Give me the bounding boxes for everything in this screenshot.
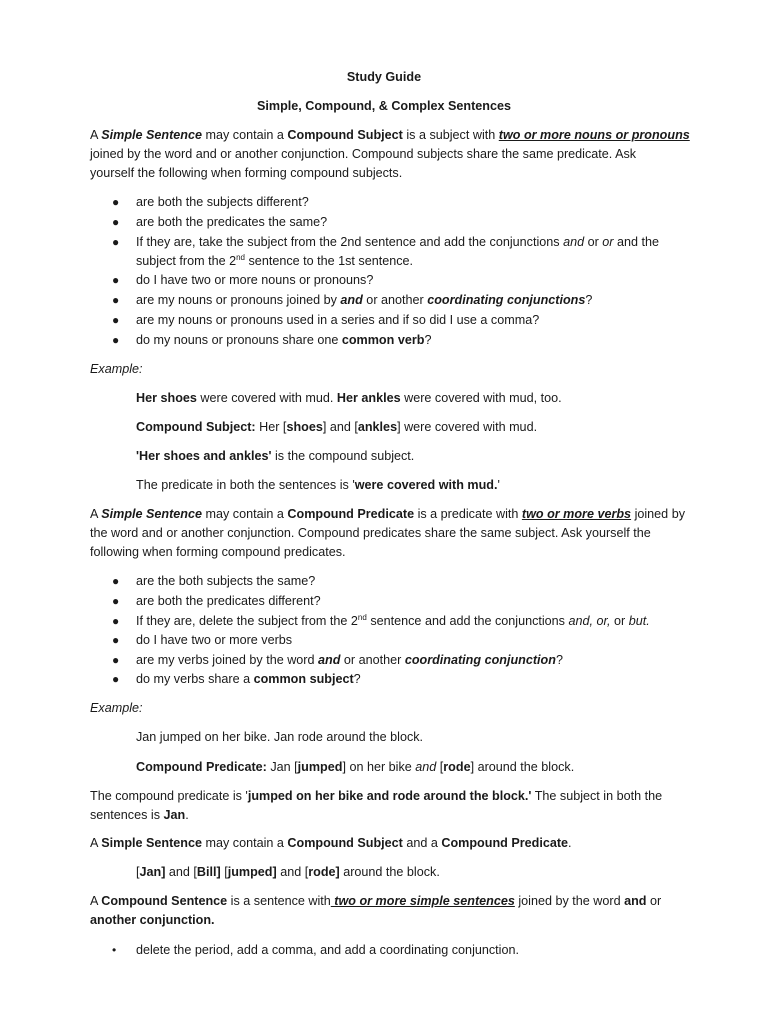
list-item: are my verbs joined by the word and or another coordinating conjunction? (136, 653, 563, 667)
example-sentence: The predicate in both the sentences is 'were covered with mud.' (136, 478, 500, 492)
paragraph-line: A Simple Sentence may contain a Compound Subject is a subject with two or more nouns or pronouns (90, 128, 690, 142)
list-item: are both the subjects different? (136, 195, 309, 209)
example-label: Example: (90, 362, 143, 376)
bullet-icon: ● (112, 313, 120, 327)
paragraph-line: another conjunction. (90, 913, 215, 927)
bullet-icon: ● (112, 293, 120, 307)
list-item: do my nouns or pronouns share one common verb? (136, 333, 432, 347)
bullet-icon: ● (112, 195, 120, 209)
list-item: are the both subjects the same? (136, 574, 316, 588)
list-item: do I have two or more verbs (136, 633, 293, 647)
example-sentence: 'Her shoes and ankles' is the compound subject. (136, 449, 415, 463)
bullet-icon: ● (112, 633, 120, 647)
bullet-icon: ● (112, 215, 120, 229)
list-item: delete the period, add a comma, and add a coordinating conjunction. (136, 943, 519, 957)
bullet-icon: ● (112, 653, 120, 667)
list-item: are my nouns or pronouns joined by and or another coordinating conjunctions? (136, 293, 593, 307)
paragraph-line: The compound predicate is 'jumped on her bike and rode around the block.' The subject in both the (90, 789, 663, 803)
paragraph-line: joined by the word and or another conjunction. Compound subjects share the same predicate. Ask (90, 147, 637, 161)
list-item: do I have two or more nouns or pronouns? (136, 273, 374, 287)
list-item: are both the predicates the same? (136, 215, 328, 229)
paragraph-line: A Simple Sentence may contain a Compound Predicate is a predicate with two or more verbs joined by (90, 507, 685, 521)
example-sentence: Compound Predicate: Jan [jumped] on her bike and [rode] around the block. (136, 760, 575, 774)
doc-subtitle: Simple, Compound, & Complex Sentences (256, 99, 511, 113)
bullet-icon: • (112, 943, 117, 957)
paragraph-line: the word and or another conjunction. Compound predicates share the same subject. Ask yourself the (90, 526, 651, 540)
bullet-icon: ● (112, 594, 120, 608)
list-item: are both the predicates different? (136, 594, 321, 608)
bullet-icon: ● (112, 235, 120, 249)
example-label: Example: (90, 701, 143, 715)
paragraph-line: yourself the following when forming compound subjects. (90, 166, 403, 180)
list-item: If they are, take the subject from the 2nd sentence and add the conjunctions and or or and the (136, 235, 660, 249)
example-sentence: Jan jumped on her bike. Jan rode around the block. (136, 730, 424, 744)
example-sentence: Compound Subject: Her [shoes] and [ankles] were covered with mud. (136, 420, 538, 434)
paragraph-line: A Compound Sentence is a sentence with two or more simple sentences joined by the word and or (90, 894, 662, 908)
bullet-icon: ● (112, 574, 120, 588)
paragraph-line: following when forming compound predicates. (90, 545, 346, 559)
bullet-icon: ● (112, 273, 120, 287)
paragraph-line: sentences is Jan. (90, 808, 189, 822)
doc-title: Study Guide (346, 70, 422, 84)
example-sentence: [Jan] and [Bill] [jumped] and [rode] around the block. (136, 865, 440, 879)
bullet-icon: ● (112, 614, 120, 628)
list-item: If they are, delete the subject from the 2nd sentence and add the conjunctions and, or, or but. (136, 612, 650, 628)
bullet-icon: ● (112, 333, 120, 347)
example-sentence: Her shoes were covered with mud. Her ankles were covered with mud, too. (136, 391, 562, 405)
list-item-continuation: subject from the 2nd sentence to the 1st sentence. (136, 252, 414, 268)
list-item: are my nouns or pronouns used in a series and if so did I use a comma? (136, 313, 540, 327)
paragraph-line: A Simple Sentence may contain a Compound Subject and a Compound Predicate. (90, 836, 572, 850)
list-item: do my verbs share a common subject? (136, 672, 361, 686)
bullet-icon: ● (112, 672, 120, 686)
